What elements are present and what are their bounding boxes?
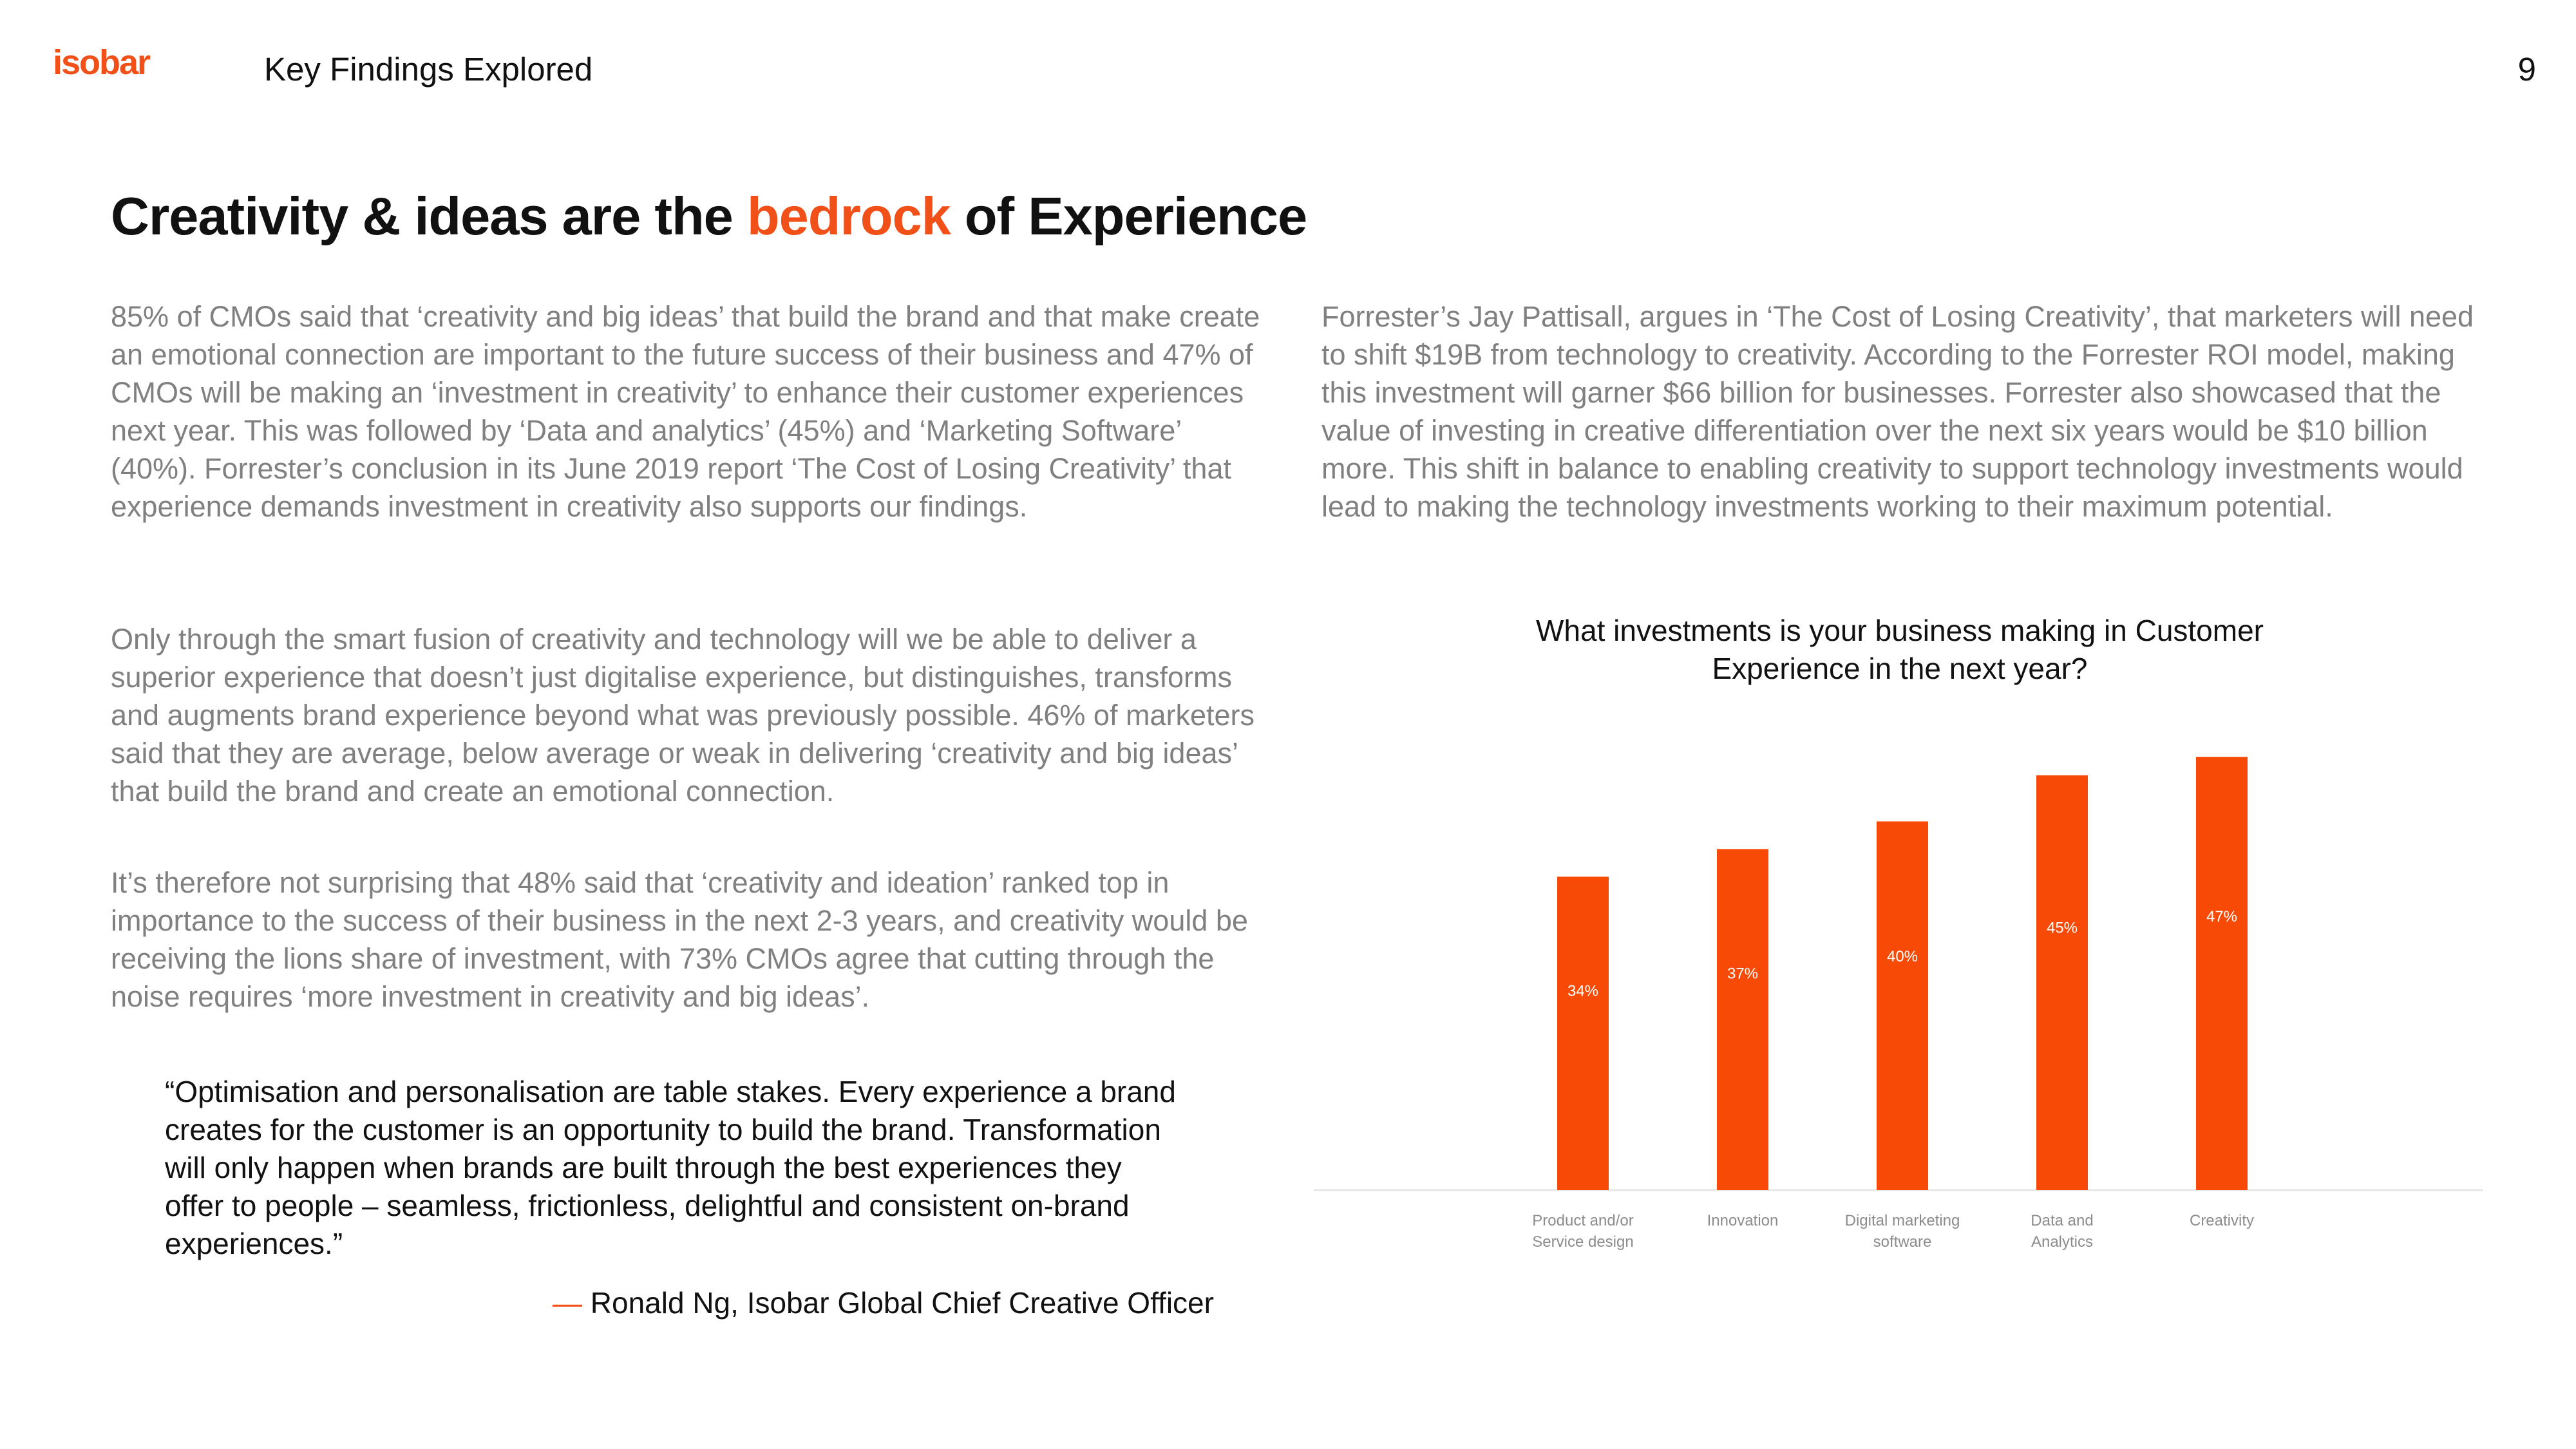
category-label-2: Digital marketing software	[1844, 1212, 1960, 1251]
category-label-0: Product and/or Service design	[1532, 1212, 1634, 1251]
bar-3	[2036, 775, 2088, 1190]
investment-bar-chart	[1314, 702, 2486, 1282]
bar-value-label-1: 37%	[1727, 965, 1759, 983]
bar-1	[1717, 849, 1768, 1190]
page-number: 9	[2517, 51, 2536, 88]
category-label-3: Data and Analytics	[2031, 1212, 2094, 1251]
attribution-text: Ronald Ng, Isobar Global Chief Creative Officer	[590, 1286, 1214, 1320]
headline-part-1: Creativity & ideas are the	[111, 186, 747, 246]
bar-value-label-3: 45%	[2046, 919, 2078, 937]
page-headline	[111, 185, 1307, 247]
isobar-logo: isobar	[53, 43, 150, 82]
chart-title: What investments is your business making in Customer Experience in the next year?	[1536, 614, 2264, 685]
headline-accent: bedrock	[746, 186, 951, 246]
pull-quote: “Optimisation and personalisation are table stakes. Every experience a brand creates for the customer is an opportunity to build the brand. Transformation will only happen when brands are built through the best experiences they offer to people – seamless, frictionless, delightful and consistent on-brand experiences.”	[165, 1075, 1176, 1260]
category-label-4: Creativity	[2189, 1212, 2255, 1229]
quote-attribution	[553, 1285, 1214, 1320]
bar-value-label-4: 47%	[2206, 907, 2238, 925]
bar-value-label-0: 34%	[1567, 982, 1599, 1000]
attribution-dash: —	[553, 1286, 582, 1320]
section-title: Key Findings Explored	[264, 51, 593, 88]
body-paragraph-4: Forrester’s Jay Pattisall, argues in ‘The Cost of Losing Creativity’, that marketers will need to shift $19B from technology to creativity. According to the Forrester ROI model, making this investment will garner $66 billion for businesses. Forrester also showcased that the value of investing in creative differentiation over the next six years would be $10 billion more. This shift in balance to enabling creativity to support technology investments would lead to making the technology investments working to their maximum potential.	[1321, 300, 2474, 523]
category-label-1: Innovation	[1707, 1212, 1779, 1229]
body-paragraph-1: 85% of CMOs said that ‘creativity and big ideas’ that build the brand and that make create an emotional connection are important to the future success of their business and 47% of CMOs will be making an ‘investment in creativity’ to enhance their customer experiences next year. This was followed by ‘Data and analytics’ (45%) and ‘Marketing Software’ (40%). Forrester’s conclusion in its June 2019 report ‘The Cost of Losing Creativity’ that experience demands investment in creativity also supports our findings.	[111, 300, 1260, 523]
bar-0	[1557, 876, 1609, 1190]
body-paragraph-3: It’s therefore not surprising that 48% said that ‘creativity and ideation’ ranked top in importance to the success of their business in the next 2-3 years, and creativity would be receiving the lions share of investment, with 73% CMOs agree that cutting through the noise requires ‘more investment in creativity and big ideas’.	[111, 866, 1248, 1013]
bar-value-label-2: 40%	[1886, 948, 1918, 966]
body-paragraph-2: Only through the smart fusion of creativity and technology will we be able to deliver a superior experience that doesn’t just digitalise experience, but distinguishes, transforms and augments brand experience beyond what was previously possible. 46% of marketers said that they are average, below average or weak in delivering ‘creativity and big ideas’ that build the brand and create an emotional connection.	[111, 623, 1255, 808]
bar-4	[2196, 757, 2248, 1190]
headline-part-2: of Experience	[950, 186, 1307, 246]
bar-2	[1877, 821, 1928, 1190]
